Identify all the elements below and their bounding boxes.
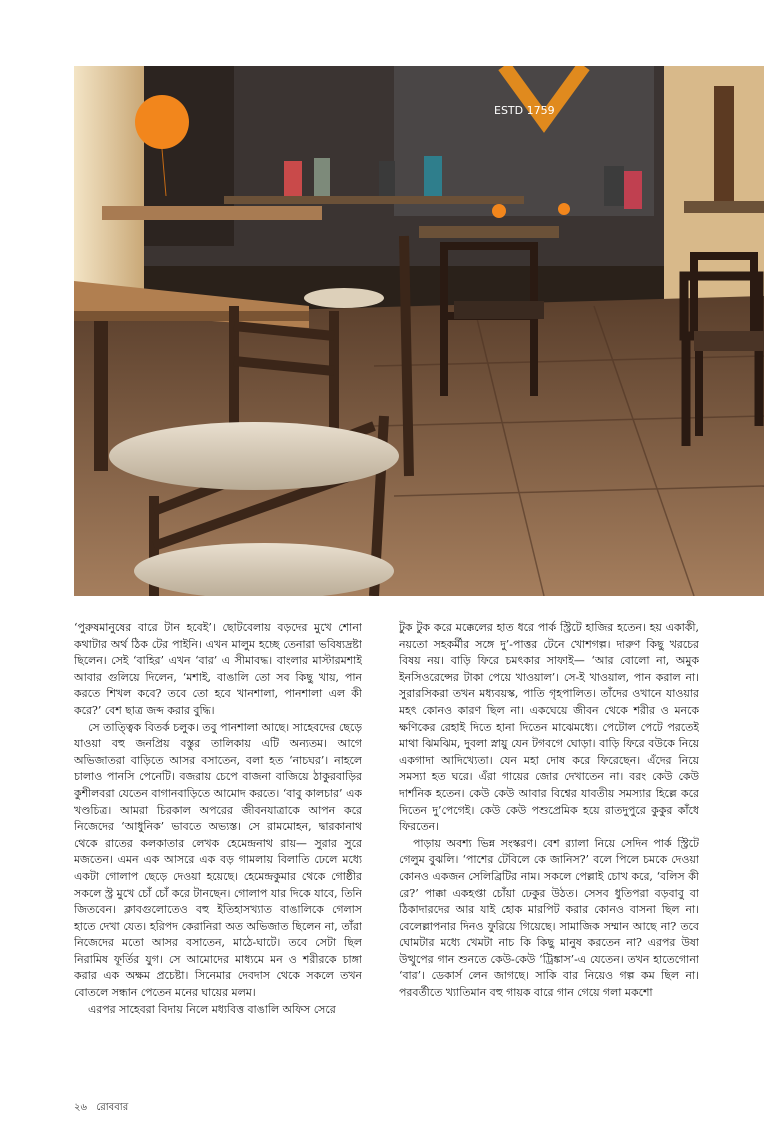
sign-text: ESTD 1759 (494, 104, 555, 117)
right-paragraph-2: পাড়ায় অবশ্য ভিন্ন সংস্করণ। বেশ র‍্যালা নিয়ে সেদিন পার্ক স্ট্রিটে গেলুম বুঝলি। ‘পাশের টেবিলে কে জানিস?’ বলে পিলে চমকে দেওয়া কোনও একজন সেলিব্রিটির নাম। সকলে পেল্লাই চোখ করে, ‘বলিস কী রে?’ পাক্কা একহপ্তা চোঁয়া ঢেকুর উঠত। সেসব ধুতিপরা বড়বাবু বা ঠিকাদারদের আর যাই হোক মারপিট করার কোনও বাসনা ছিল না। বেলেল্লাপনার দিনও ফুরিয়ে গিয়েছে। সামাজিক সম্মান আছে না? তবে ঘোমটার মধ্যে খেমটা নাচ কি কিছু মানুষ করতেন না? এরপর উষা উত্থুপের গান শুনতে কেউ-কেউ ‘ট্রিঙ্কাস’-এ যেতেন। তখন হাতেগোনা ‘বার’। ডেকার্স লেন জাগছে। সাকি বার নিয়েও গল্প কম ছিল না। পরবর্তীতে খ্যাতিমান বহু গায়ক বারে গান গেয়ে গলা মকশো (399, 836, 699, 1000)
article-column-right (399, 620, 699, 1090)
left-paragraph-1: ‘পুরুষমানুষের বারে টান হবেই’। ছোটবেলায় বড়দের মুখে শোনা কথাটার অর্থ ঠিক টের পাইনি। এখন মালুম হচ্ছে তেনারা ভবিষ্যদ্রষ্টা ছিলেন। সেই ‘বাহির’ এখন ‘বার’ এ সীমাবদ্ধ। বাংলার মাস্টারমশাই আবার গুলিয়ে দিলেন, ‘মশাই, বাঙালি তো সব কিছু খায়, পান করতে শিখল কবে? তবে তো হবে খানশালা, পানশালা এল কী করে?’ বেশ ছাত্র জব্দ করার বুদ্ধি। (74, 621, 362, 717)
left-paragraph-2: সে তাত্ত্বিক বিতর্ক চলুক। তবু পানশালা আছে। সাহেবদের ছেড়ে যাওয়া বহু জনপ্রিয় বস্তুর তালিকায় এটি অন্যতম। আগে অভিজাতরা বাড়িতে আসর বসাতেন, বলা হত ‘নাচঘর’। নাহলে চালাও পানসি পেনেটি। বজরায় চেপে বাজনা বাজিয়ে ঠাকুরবাড়ির কুশীলবরা যেতেন বাগানবাড়িতে আমোদ করতে। ‘বাবু কালচার’ এক খণ্ডচিত্র। আমরা চিরকাল অপরের জীবনযাত্রাকে আপন করে নিজেদের ‘আধুনিক’ ভাবতে অভ্যস্ত। সে রামমোহন, দ্বারকানাথ থেকে রাতের কলকাতার লেখক হেমেন্দ্রনাথ রায়— সুরার সুরে মজতেন। এমন এক আসরে এক বড় গামলায় বিলাতি ঢেলে মধ্যে একটা গোলাপ ছেড়ে দেওয়া হয়েছে। হেমেন্দ্রকুমার থেকে গোষ্ঠীর সকলে স্ট্র মুখে চোঁ চোঁ করে টানছেন। গোলাপ যার দিকে যাবে, তিনি জিতবেন। ক্লাবগুলোতেও বহু ইতিহাসখ্যাত বাঙালিকে গেলাস হাতে দেখা যেত। হরিপদ কেরানিরা অত অভিজাত ছিলেন না, তাঁরা নিজেদের মতো আসর বসাতেন, মাঠে-ঘাটে। তবে সেটা ছিল নিরামিষ ফূর্তির যুগ। সে আমোদের মাধ্যমে মন ও শরীরকে চাঙ্গা করার এক অক্ষম প্রচেষ্টা। সিনেমার দেবদাস থেকে সকলে তখন বোতলে সন্ধান পেতেন মনের ঘায়ের মলম। (74, 720, 362, 1000)
restaurant-photo-drawing (74, 66, 764, 596)
page-number: ২৬ (74, 1102, 88, 1113)
left-paragraph-3: এরপর সাহেবরা বিদায় নিলে মধ্যবিত্ত বাঙালি অফিস সেরে (88, 1002, 336, 1016)
magazine-name: রোববার (96, 1102, 129, 1113)
restaurant-photo (74, 66, 764, 596)
page-footer (74, 1100, 134, 1117)
right-paragraph-1: টুক টুক করে মক্কেলের হাত ধরে পার্ক স্ট্রিটে হাজির হতেন। হয় একাকী, নয়তো সহকর্মীর সঙ্গে দু’-পাত্তর টেনে খোশগল্প। দারুণ কিছু খরচের বিষয় নয়। বাড়ি ফিরে চমৎকার সাফাই— ‘আর বোলো না, অমুক ইনসিওরেন্সের টাকা পেয়ে খাওয়াল’। সে-ই খাওয়াল, পান করাল না। সুরারসিকরা তখন মধ্যবয়স্ক, পাতি গৃহপালিত। তাঁদের ওখানে যাওয়ার মহৎ কোনও কারণ ছিল না। একঘেয়ে জীবন থেকে শরীর ও মনকে ক্ষণিকের রেহাই দিতে হানা দিতেন মাঝেমধ্যে। পেটোল পেটে পরতেই মাথা ঝিমঝিম, দুবলা স্নায়ু যেন টগবগে ঘোড়া। বাড়ি ফিরে বউকে নিয়ে একগাদা আদিখ্যেতা। যেন মহা দোষ করে ফিরেছেন। এঁদের নিয়ে সমস্যা হত ঘরে। এঁরা গায়ের জোর দেখাতেন না। বরং কেউ কেউ দার্শনিক হতেন। কেউ কেউ আবার বিশ্বের যাবতীয় সমস্যার হিল্লে করে দিতেন দু’পেগেই। কেউ কেউ পশুপ্রেমিক হয়ে রাতদুপুরে কুকুর কাঁধে ফিরতেন। (399, 621, 699, 834)
article-column-left (74, 620, 362, 1090)
